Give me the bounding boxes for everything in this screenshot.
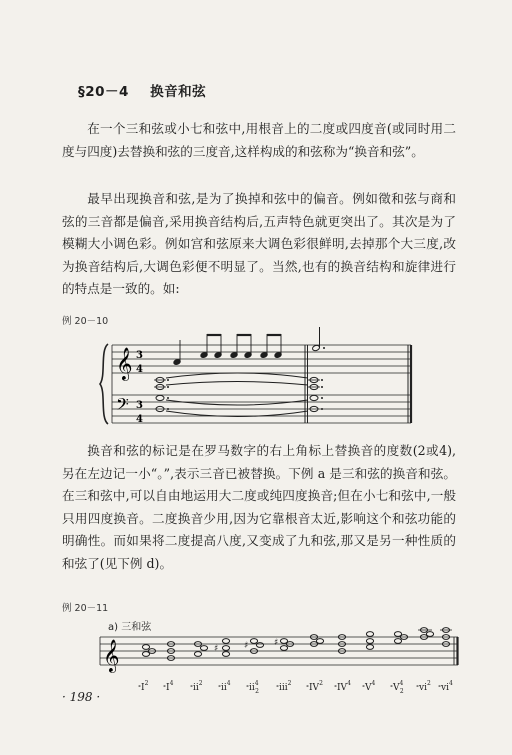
chord-label: $^\circ V^4$ xyxy=(362,680,376,693)
chord-label: $^\circ IV^4$ xyxy=(334,680,351,693)
chord-label: $^\circ I^2$ xyxy=(138,680,149,693)
section-title: 换音和弦 xyxy=(150,84,207,100)
chord-label: $^\circ vi^4$ xyxy=(438,680,453,693)
example-20-10-label: 例 20－10 xyxy=(62,316,109,327)
example-20-11-sub-label: a) 三和弦 xyxy=(108,622,152,633)
page-number: · 198 · xyxy=(62,690,101,704)
chord-label: $^\circ vi^2$ xyxy=(416,680,431,693)
paragraph-1: 在一个三和弦或小七和弦中,用根音上的二度或四度音(或同时用二度与四度)去替换和弦的三度音,这样构成的和弦称为“换音和弦”。 xyxy=(62,121,456,159)
paragraph-3: 换音和弦的标记是在罗马数字的右上角标上替换音的度数(2或4),另在左边记一小“。”,表示三音已被替换。下例 a 是三和弦的换音和弦。在三和弦中,可以自由地运用大二度或纯四度换音;但在小七和弦中,一般只用四度换音。二度换音少用,因为它靠根音太近,影响这个和弦功能的明确性。而如果将二度提高八度,又变成了九和弦,那又是另一种性质的和弦了(见下例 d)。 xyxy=(62,443,456,571)
chord-label: $^\circ ii^2$ xyxy=(190,680,203,693)
chord-label: $^\circ ii^4$ 2 xyxy=(246,680,259,695)
treble-clef-icon: 𝄞 xyxy=(103,639,120,672)
time-sig-bot-den: 4 xyxy=(136,414,143,425)
svg-text:♯: ♯ xyxy=(214,644,219,654)
chord-label: $^\circ ii^4$ xyxy=(218,680,231,693)
chord-label: °iii$^2$ xyxy=(276,680,292,693)
example-20-11-label: 例 20－11 xyxy=(62,603,109,614)
chord-label: $^\circ IV^2$ xyxy=(306,680,323,693)
bass-clef-icon: 𝄢 xyxy=(116,394,129,418)
svg-text:♯: ♯ xyxy=(274,638,279,648)
chord-label: $^\circ I^4$ xyxy=(163,680,174,693)
paragraph-2: 最早出现换音和弦,是为了换掉和弦中的偏音。例如徵和弦与商和弦的三音都是偏音,采用换音结构后,五声特色就更突出了。其次是为了模糊大小调色彩。例如宫和弦原来大调色彩很鲜明,去掉那个大三度,改为换音结构后,大调色彩便不明显了。当然,也有的换音结构和旋律进行的特点是一致的。如: xyxy=(62,191,456,296)
time-sig-top-den: 4 xyxy=(136,364,143,375)
time-sig-top-num: 3 xyxy=(136,350,143,361)
treble-clef-icon: 𝄞 xyxy=(116,347,133,380)
svg-text:♯: ♯ xyxy=(244,641,249,651)
section-number: §20－4 xyxy=(78,84,129,100)
chord-label: $^\circ V^4$ 2 xyxy=(390,680,404,695)
time-sig-bot-num: 3 xyxy=(136,400,143,411)
